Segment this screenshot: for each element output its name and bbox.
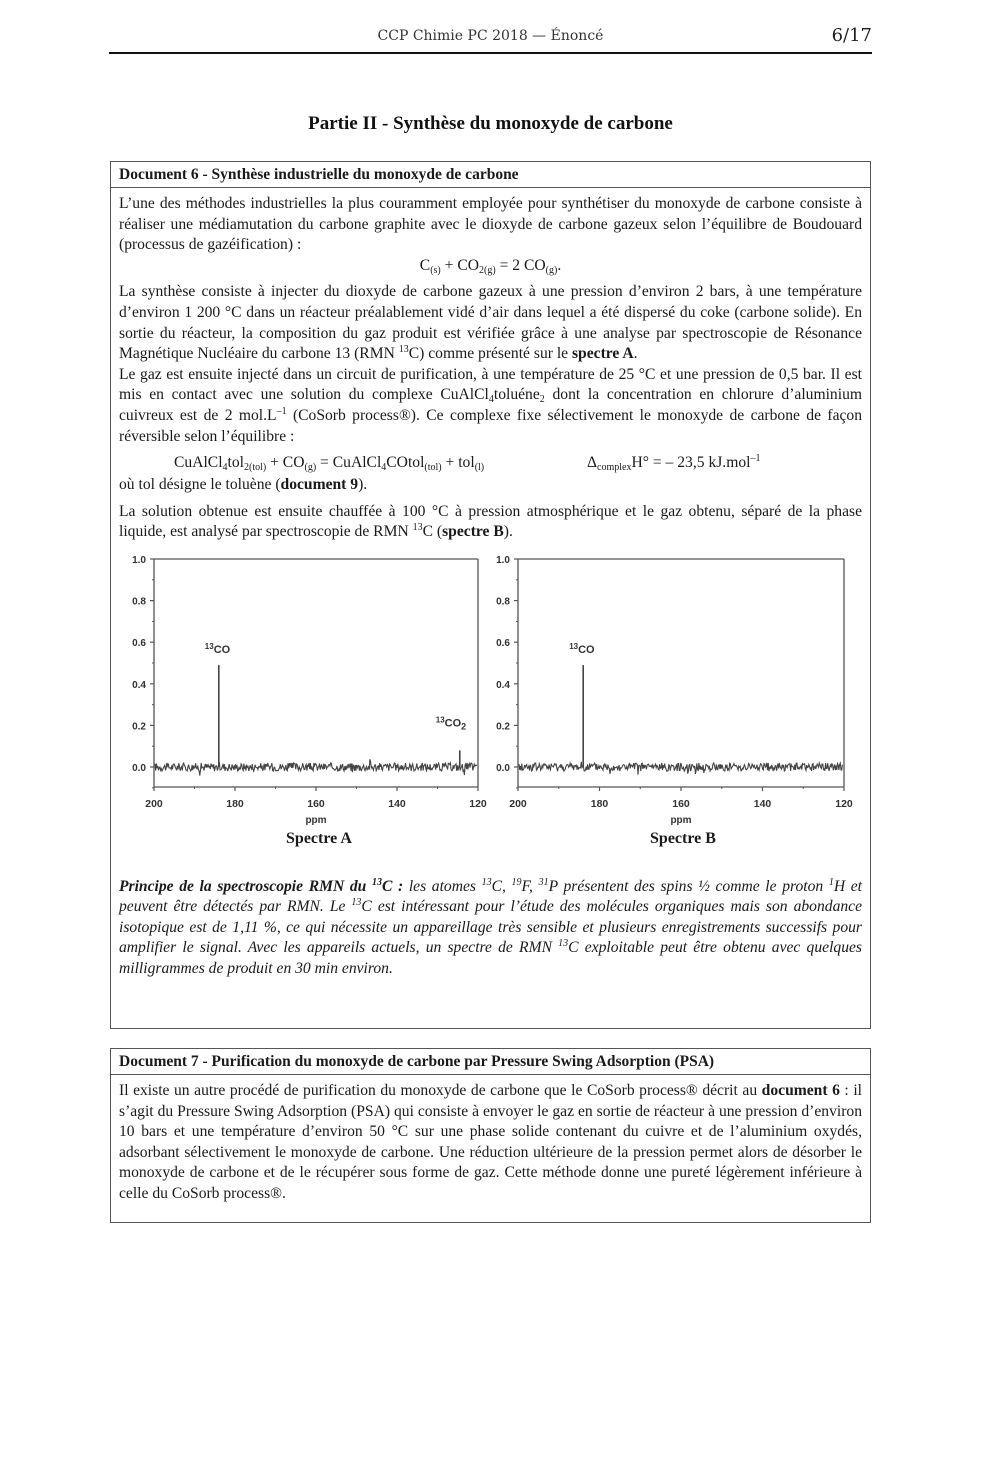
- page-number: 6/17: [831, 25, 872, 46]
- paragraph-1: L’une des méthodes industrielles la plus couramment employée pour synthétiser du monoxyde de carbone consiste à réaliser une médiamutation du carbone graphite avec le dioxyde de carbone gazeux selon l’équilibre de Boudouard (processus de gazéification) :: [119, 195, 862, 254]
- note-heading: Principe de la spectroscopie RMN du $^{13}$C :: [119, 876, 404, 895]
- svg-text:1.0: 1.0: [496, 554, 510, 566]
- svg-text:0.4: 0.4: [496, 679, 510, 691]
- svg-text:13CO: $^{13}$CO: [204, 641, 231, 656]
- document-6-body: [111, 188, 870, 873]
- spectre-b-chart: [484, 551, 869, 833]
- svg-text:0.8: 0.8: [496, 596, 510, 608]
- paragraph-2: La synthèse consiste à injecter du dioxyde de carbone gazeux à une pression d’environ 2 bars, à une température d’environ 1 200 °C dans un réacteur préalablement vidé d’air dans lequel a été dispersé du coke (carbone solide). En sortie du réacteur, la composition du gaz produit est vérifiée grâce à une analyse par spectroscopie de Résonance Magnétique Nucléaire du carbone 13 (RMN $^{13}$C) comme présenté sur le spectre A.: [119, 283, 862, 363]
- paragraph-4: où tol désigne le toluène (document 9).: [119, 476, 368, 494]
- svg-text:ppm: ppm: [305, 814, 327, 826]
- svg-text:120: 120: [835, 797, 853, 810]
- nmr-spectra: [119, 551, 862, 869]
- svg-text:140: 140: [753, 797, 772, 810]
- equation-complexation: CuAlCl$_4$tol$_{2(tol)}$ + $CO_{(g)}$ = CuAlCl$_4$COtol$_{(tol)}$ + tol$_{(l)}$ $\Delta_{complex}H^\circ$ = – 23,5 kJ.mol$^{-1}$: [174, 453, 761, 474]
- svg-text:0.4: 0.4: [132, 679, 146, 691]
- svg-text:160: 160: [672, 797, 690, 810]
- svg-text:120: 120: [469, 797, 487, 810]
- document-6-title: Document 6 - Synthèse industrielle du monoxyde de carbone: [111, 162, 870, 188]
- svg-text:1.0: 1.0: [132, 554, 146, 566]
- svg-text:13CO2: $^{13}CO_2$: [435, 715, 467, 732]
- svg-text:200: 200: [145, 797, 163, 810]
- page-header: [109, 25, 872, 54]
- svg-text:140: 140: [388, 797, 406, 810]
- svg-text:13CO: $^{13}$CO: [569, 641, 595, 656]
- spectre-b-caption: Spectre B: [650, 829, 716, 847]
- paragraph-5: La solution obtenue est ensuite chauffée à 100 °C à pression atmosphérique et le gaz obtenu, séparé de la phase liquide, est analysé par spectroscopie de RMN $^{13}$C (spectre B).: [119, 502, 862, 541]
- svg-text:ppm: ppm: [670, 814, 692, 826]
- svg-text:180: 180: [590, 797, 609, 810]
- paragraph-psa: Il existe un autre procédé de purification du monoxyde de carbone que le CoSorb process® décrit au document 6 : il s’agit du Pressure Swing Adsorption (PSA) qui consiste à envoyer le gaz en sortie de réacteur à une pression d’environ 10 bars et une température d’environ 50 °C sur une phase solide contenant du cuivre et de l’aluminium oxydés, adsorbant sélectivement le monoxyde de carbone. Une réduction ultérieure de la pression permet alors de désorber le monoxyde de carbone et de le récupérer sous forme de gaz. Cette méthode donne une pureté légèrement inférieure à celle du CoSorb process®.: [119, 1082, 862, 1202]
- spectre-a-caption: Spectre A: [286, 829, 352, 847]
- paragraph-3: Le gaz est ensuite injecté dans un circuit de purification, à une température de 25 °C et une pression de 0,5 bar. Il est mis en contact avec une solution du complexe CuAlCl$_4$toluéne$_2$ dont la concentration en chlorure d’aluminium cuivreux est de 2 $mol.L^{-1}$ (CoSorb process®). Ce complexe fixe sélectivement le monoxyde de carbone de façon réversible selon l’équilibre :: [119, 365, 863, 445]
- svg-text:180: 180: [226, 797, 244, 810]
- svg-text:0.2: 0.2: [496, 721, 510, 733]
- document-7-title: Document 7 - Purification du monoxyde de carbone par Pressure Swing Adsorption (PSA): [111, 1049, 870, 1075]
- running-title: CCP Chimie PC 2018 — Énoncé: [377, 28, 604, 44]
- equation-boudouard: $C_{(s)} + CO_{2(g)} = 2$ $CO_{(g)}$.: [419, 256, 562, 276]
- svg-text:0.6: 0.6: [496, 638, 510, 650]
- svg-text:0.0: 0.0: [496, 762, 510, 774]
- spectre-a-chart: [119, 551, 489, 833]
- svg-text:0.6: 0.6: [132, 638, 146, 650]
- svg-text:0.2: 0.2: [132, 721, 146, 733]
- svg-text:160: 160: [307, 797, 325, 810]
- svg-text:0.0: 0.0: [132, 762, 146, 774]
- document-6-box: [110, 161, 871, 1029]
- part-title: Partie II - Synthèse du monoxyde de carbone: [308, 113, 673, 134]
- svg-text:0.8: 0.8: [132, 596, 146, 608]
- svg-text:200: 200: [509, 797, 527, 810]
- document-7-box: [110, 1048, 871, 1223]
- nmr-principle-note: Principe de la spectroscopie RMN du $^{13}$C : les atomes $^{13}$C, $^{19}$F, $^{31}$P présentent des spins ½ comme le proton $^1$H et peuvent être détectés par RMN. Le $^{13}$C est intéressant pour l’étude des molécules organiques mais son abondance isotopique est de 1,11 %, ce qui nécessite un appareillage très sensible et plusieurs enregistrements successifs pour amplifier le signal. Avec les appareils actuels, un spectre de RMN $^{13}$C exploitable peut être obtenu avec quelques milligrammes de produit en 30 min environ.: [119, 876, 862, 977]
- document-7-body: [111, 1075, 870, 1209]
